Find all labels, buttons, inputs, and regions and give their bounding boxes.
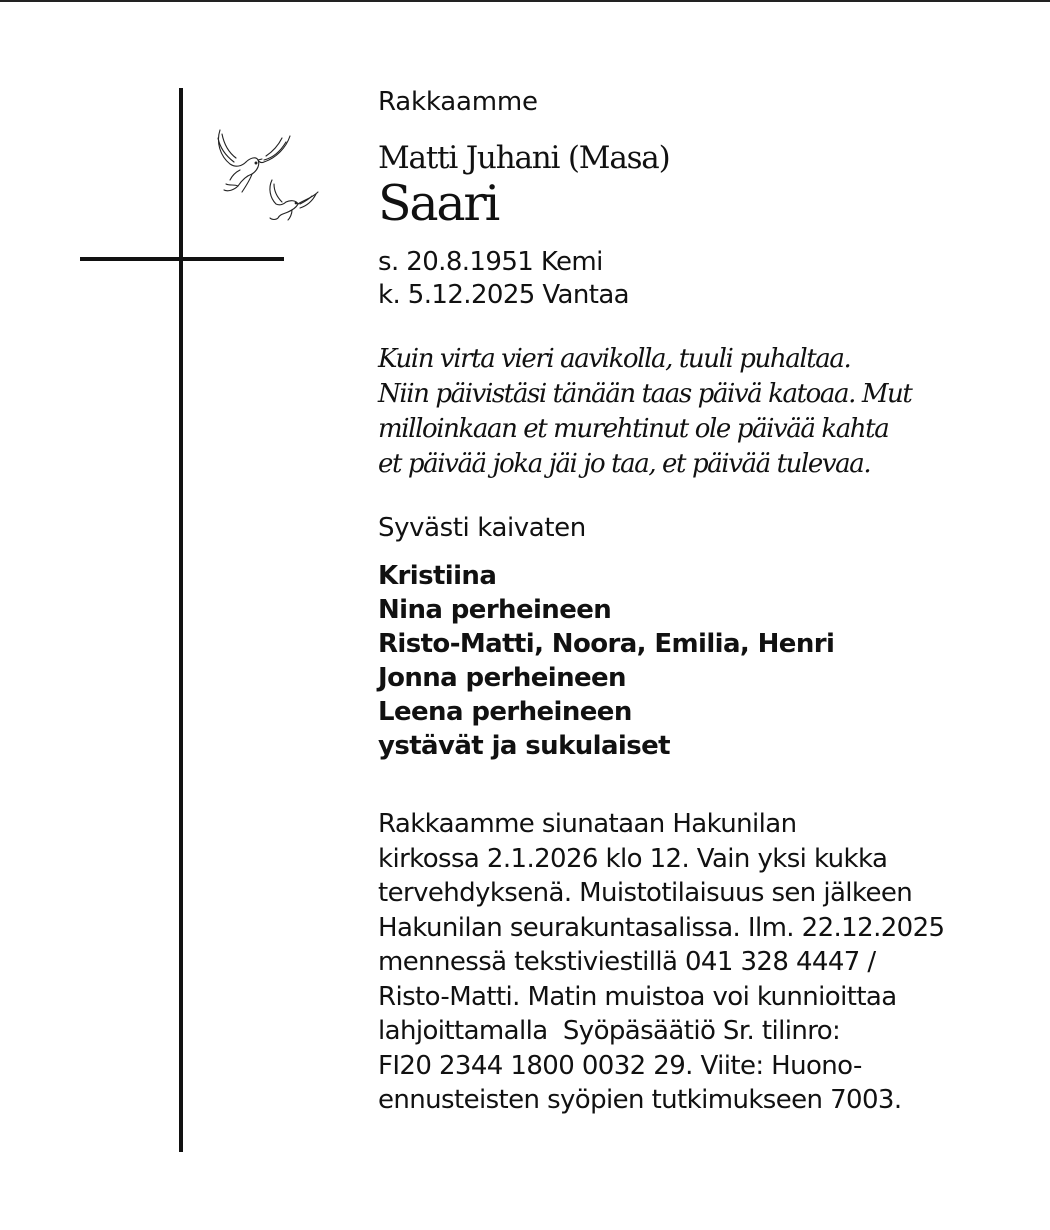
mourner: Jonna perheineen [378,663,626,693]
notice-line: FI20 2344 1800 0032 29. Viite: Huono- [378,1050,862,1081]
poem-line: Kuin virta vieri aavikolla, tuuli puhaltaa. [378,344,851,374]
notice-line: mennessä tekstiviestillä 041 328 4447 / [378,947,876,977]
notice-line: ennusteisten syöpien tutkimukseen 7003. [378,1085,902,1115]
funeral-notice [378,807,1018,1118]
mourner: Risto-Matti, Noora, Emilia, Henri [378,629,835,659]
deceased-surname: Saari [378,175,499,232]
notice-line: Rakkaamme siunataan Hakunilan [378,809,797,839]
intro-text: Rakkaamme [378,87,538,117]
birth-date: s. 20.8.1951 Kemi [378,247,603,277]
notice-line: tervehdyksenä. Muistotilaisuus sen jälkeen [378,878,913,908]
notice-line: Hakunilan seurakuntasalissa. Ilm. 22.12.2025 [378,912,945,943]
mourner: Nina perheineen [378,595,612,625]
notice-line: kirkossa 2.1.2026 klo 12. Vain yksi kukka [378,843,888,874]
mourning-label: Syvästi kaivaten [378,513,586,543]
doves-icon [212,122,328,226]
mourner: Kristiina [378,561,497,591]
notice-line: lahjoittamalla Syöpäsäätiö Sr. tilinro: [378,1016,841,1046]
deceased-given-names: Matti Juhani (Masa) [378,140,670,176]
death-date: k. 5.12.2025 Vantaa [378,280,630,310]
top-border [0,0,1050,2]
mourner: ystävät ja sukulaiset [378,731,670,761]
poem-line: Niin päivistäsi tänään taas päivä katoaa. Mut [378,379,912,409]
mourners-list [378,559,1018,763]
cross-icon-crossbar [80,257,284,261]
poem [378,342,1018,482]
cross-icon [179,88,183,1152]
obituary-text [378,86,1018,1118]
life-dates [378,246,1018,312]
poem-line: milloinkaan et murehtinut ole päivää kahta [378,414,889,444]
poem-line: et päivää joka jäi jo taa, et päivää tulevaa. [378,449,871,479]
notice-line: Risto-Matti. Matin muistoa voi kunnioittaa [378,981,897,1012]
mourner: Leena perheineen [378,697,632,727]
